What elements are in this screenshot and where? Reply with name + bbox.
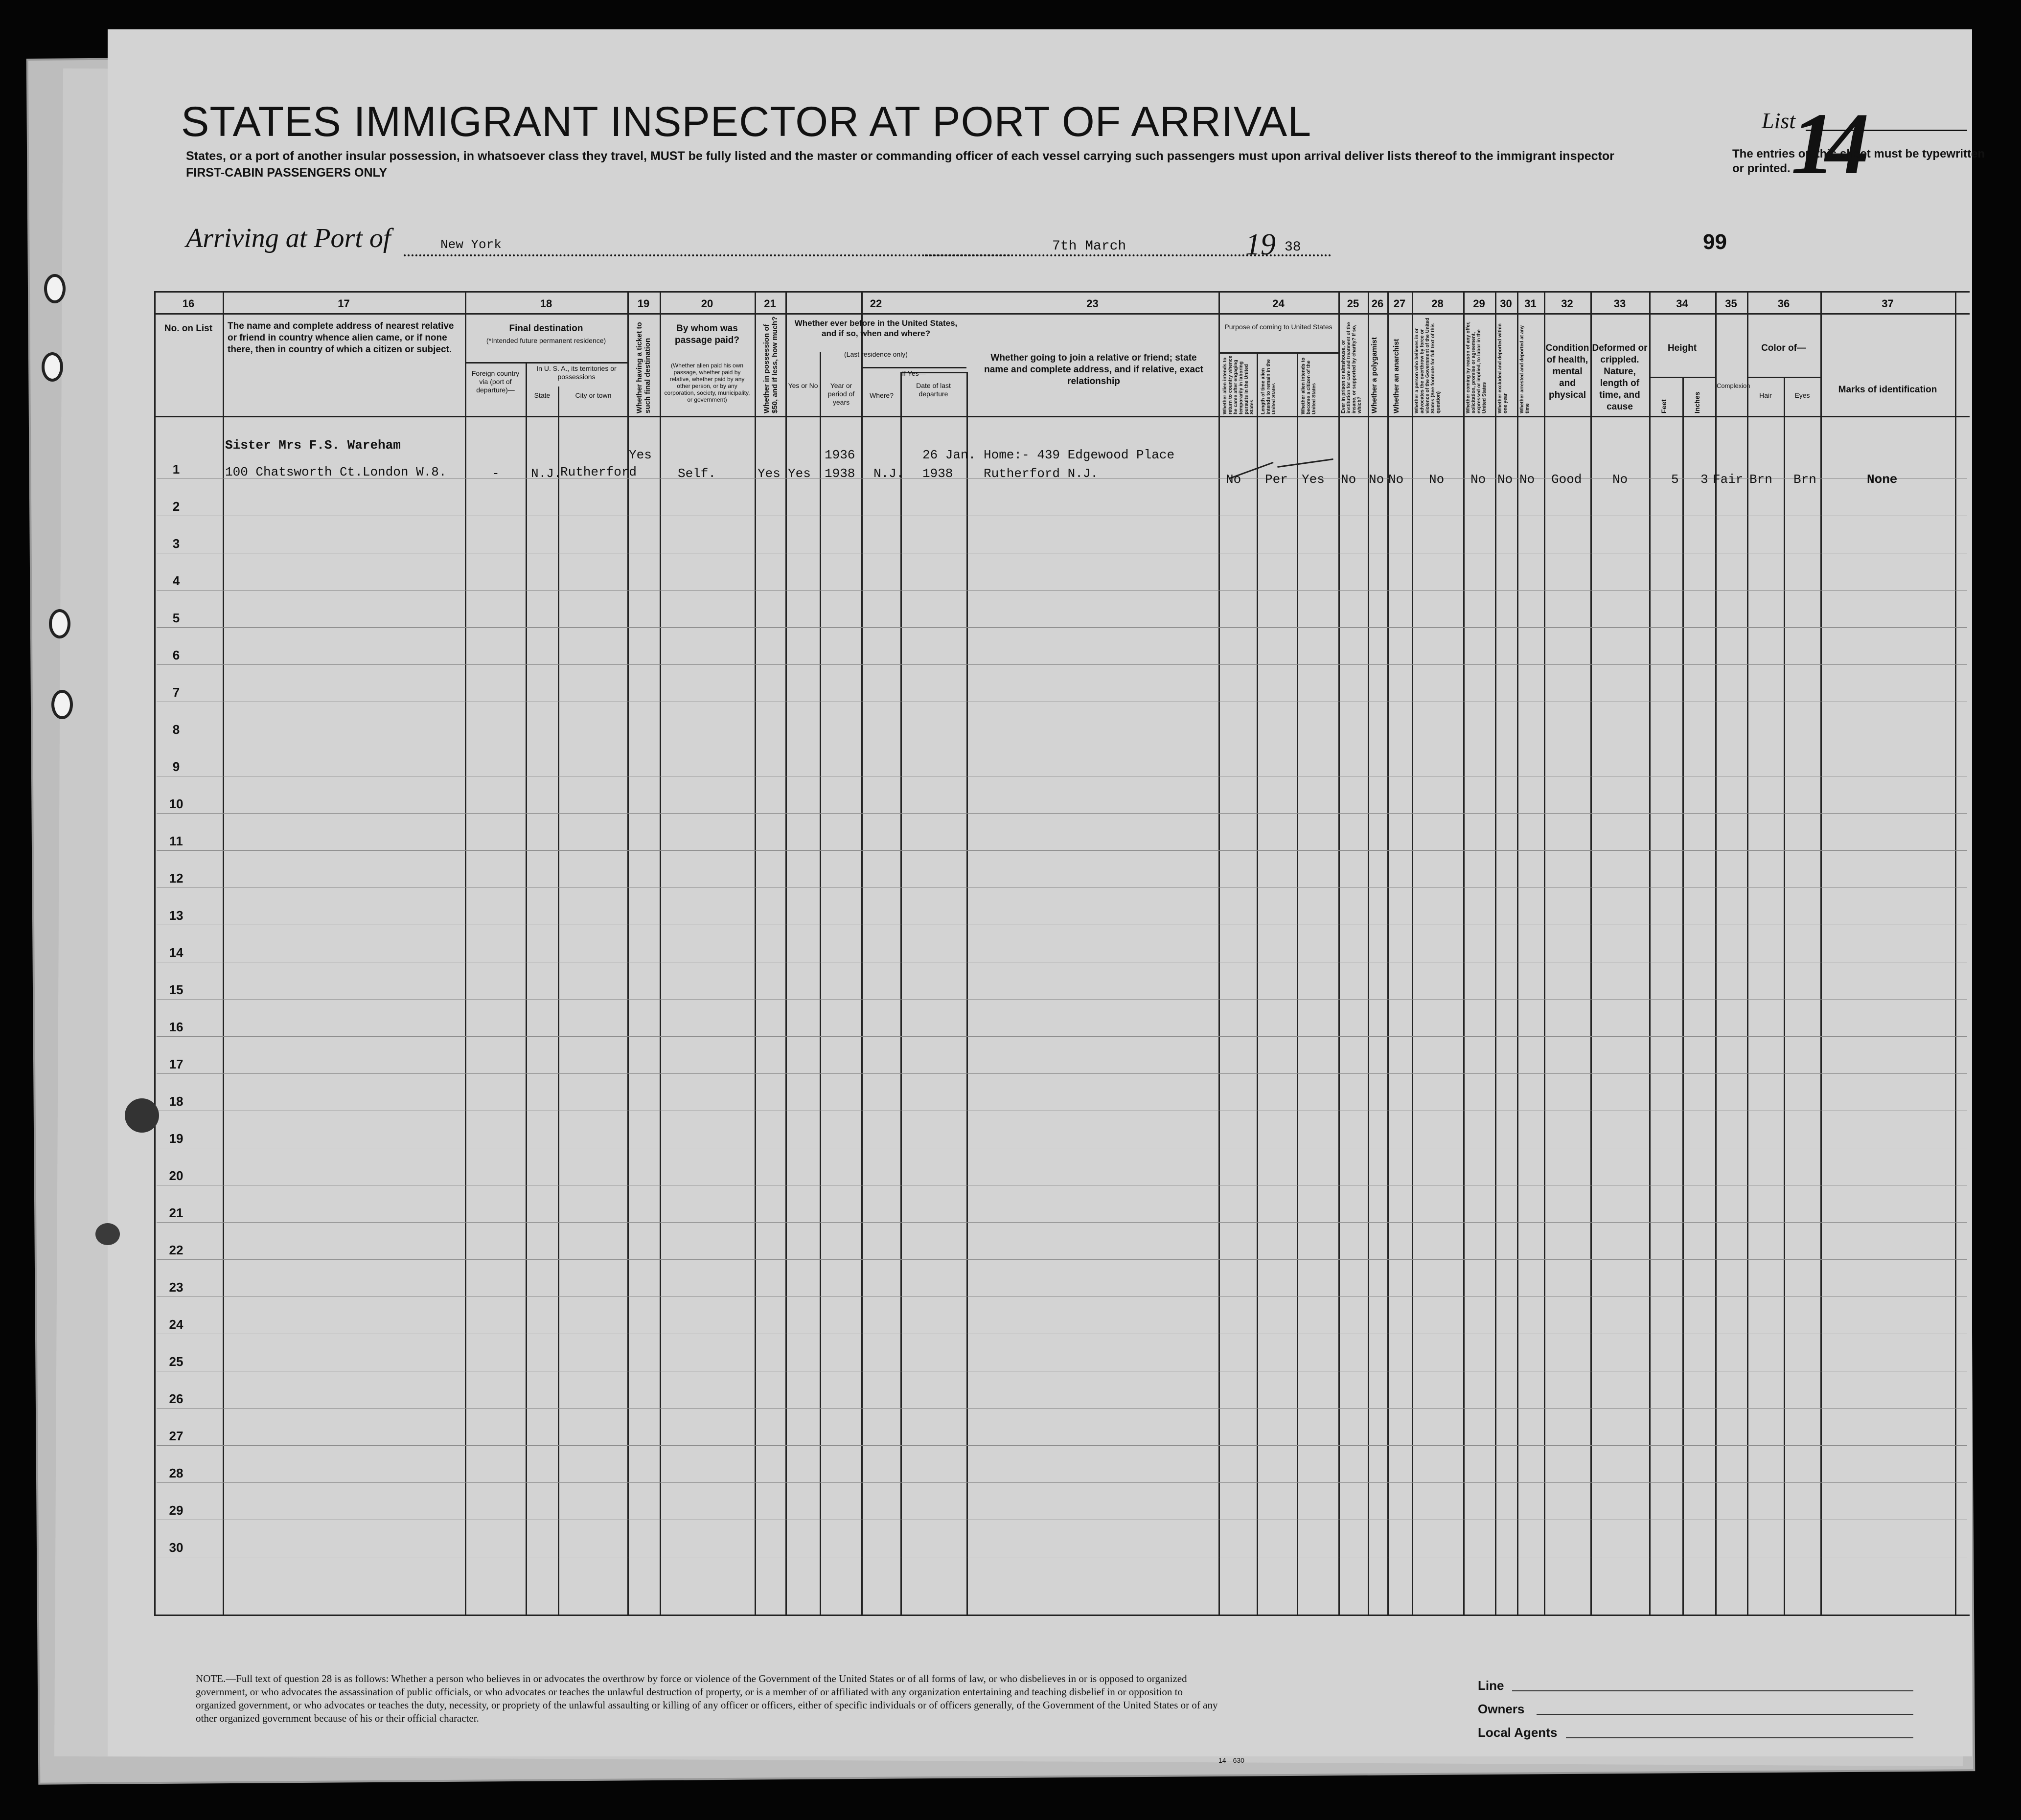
row-number: 15 [169, 982, 184, 997]
row-number: 25 [169, 1354, 184, 1369]
row-rule [157, 1073, 1967, 1074]
row-number: 22 [169, 1243, 184, 1257]
header-purpose-stay: Length of time alien intends to remain in the United States [1261, 359, 1277, 414]
header-overthrow: Whether a person who believes in or advocates the overthrow by force or violence of the Government of the United States (See footnote for full text of this question) [1414, 318, 1441, 413]
header-excluded: Whether excluded and deported within one year [1497, 323, 1508, 413]
passage-value: Self. [678, 466, 716, 481]
row-number: 17 [169, 1057, 184, 1071]
column-border [1517, 291, 1518, 1615]
row-number: 14 [169, 945, 184, 960]
row-rule [157, 850, 1967, 851]
header-passage: By whom was passage paid? [675, 323, 739, 345]
column-number: 31 [1524, 297, 1537, 310]
header-before-us: Whether ever before in the United States, and if so, when and where? [794, 318, 958, 338]
row-number: 7 [172, 685, 180, 700]
header-hair: Hair [1759, 391, 1772, 399]
column-number-border [154, 313, 1970, 315]
port-value: New York [440, 237, 502, 252]
column-border [1682, 377, 1684, 1615]
port-line [404, 254, 1010, 256]
row-number: 13 [169, 908, 184, 923]
date-value: 7th March [1052, 239, 1126, 254]
column-number: 23 [1086, 297, 1099, 310]
pen-stroke [1277, 458, 1333, 468]
column-number: 28 [1431, 297, 1444, 310]
overthrow-value: No [1429, 472, 1445, 487]
row-number: 16 [169, 1020, 184, 1034]
column-border [785, 291, 787, 1615]
column-border [558, 387, 559, 1615]
eyes-value: Brn [1793, 472, 1816, 487]
column-border [1955, 291, 1956, 1615]
offer-value: No [1470, 472, 1486, 487]
complexion-value: Fair [1713, 472, 1744, 487]
row-number: 28 [169, 1466, 184, 1480]
column-border [820, 352, 821, 1615]
deformed-value: No [1612, 472, 1628, 487]
table-top-border [154, 291, 1970, 293]
row-number: 19 [169, 1131, 184, 1146]
local-agents-field [1566, 1737, 1913, 1738]
header-offer-labor: Whether coming by reason of any offer, solicitation, promise or agreement, expressed or implied, to labor in the United States [1466, 321, 1487, 413]
row-number: 3 [172, 536, 180, 551]
prison-value: No [1341, 472, 1356, 487]
owners-label: Owners [1478, 1702, 1525, 1716]
header-years: Year or period of years [827, 382, 855, 406]
column-border [154, 291, 156, 1615]
row-number: 30 [169, 1540, 184, 1555]
column-number: 16 [182, 297, 195, 310]
row-number: 10 [169, 796, 184, 811]
header-city: City or town [575, 391, 612, 399]
column-border [1387, 291, 1389, 1615]
form-title: STATES IMMIGRANT INSPECTOR AT PORT OF ARRIVAL [181, 98, 1312, 145]
excluded-value: No [1497, 472, 1513, 487]
row-number: 18 [169, 1094, 184, 1109]
header-before-us-note: (Last residence only) [844, 350, 908, 358]
ink-stain [125, 1098, 159, 1133]
row-number: 27 [169, 1429, 184, 1443]
entries-note: The entries on this sheet must be typewritten or printed. [1732, 147, 1985, 175]
marks-value: None [1867, 472, 1898, 487]
row-number: 26 [169, 1391, 184, 1406]
header-complexion: Complexion [1717, 382, 1750, 389]
ticket-value: Yes [629, 448, 652, 462]
header-possession-50: Whether in possession of $50, and if less, how much? [762, 316, 779, 413]
row-rule [157, 1259, 1967, 1260]
row-number: 2 [172, 499, 180, 514]
subheader-line [1649, 377, 1715, 378]
column-number: 35 [1725, 297, 1737, 310]
column-number: 26 [1371, 297, 1384, 310]
year-suffix: 38 [1285, 240, 1301, 255]
row-number: 24 [169, 1317, 184, 1332]
relative-name: Sister Mrs F.S. Wareham [225, 438, 401, 453]
column-number: 22 [870, 297, 882, 310]
column-number: 29 [1473, 297, 1485, 310]
header-ticket: Whether having a ticket to such final destination [635, 322, 652, 413]
header-no-on-list: No. on List [164, 323, 213, 334]
local-agents-label: Local Agents [1478, 1725, 1558, 1740]
citizen-value: Yes [1302, 472, 1325, 487]
header-arrested: Whether arrested and deported at any time [1519, 325, 1530, 413]
punch-hole [42, 352, 63, 382]
column-border [660, 291, 661, 1615]
column-number: 20 [701, 297, 713, 310]
relative-address: 100 Chatsworth Ct.London W.8. [225, 465, 447, 479]
column-border [1495, 291, 1496, 1615]
header-yes-no: Yes or No [788, 382, 818, 389]
arrested-value: No [1519, 472, 1535, 487]
column-border [1463, 291, 1465, 1615]
row-number: 4 [172, 573, 180, 588]
table-bottom-border [154, 1615, 1970, 1616]
row-rule [157, 1036, 1967, 1037]
possession-value: Yes [758, 466, 781, 481]
column-number: 19 [637, 297, 650, 310]
column-border [1218, 291, 1220, 1615]
header-where: Where? [869, 391, 894, 399]
column-border [755, 291, 756, 1615]
feet-value: 5 [1671, 472, 1679, 487]
stay-value: Per [1265, 472, 1288, 487]
row-number: 12 [169, 871, 184, 886]
column-border [966, 372, 968, 1615]
join-value-2: Rutherford N.J. [984, 466, 1099, 481]
header-passage-note: (Whether alien paid his own passage, whether paid by relative, whether paid by any other person, or by any corporation, society, municipality, or government) [664, 362, 750, 403]
subtitle-line-2: FIRST-CABIN PASSENGERS ONLY [186, 166, 388, 180]
punch-hole [44, 274, 66, 303]
subtitle-line: States, or a port of another insular possession, in whatsoever class they travel, MUST be fully listed and the master or commanding officer of each vessel carrying such passengers must upon arrival deliver lists thereof to the immigrant inspector [186, 149, 1614, 163]
header-if-yes: If Yes— [902, 369, 926, 377]
column-number: 36 [1777, 297, 1790, 310]
header-marks: Marks of identification [1838, 385, 1937, 395]
column-border [1297, 352, 1298, 1615]
row-number: 11 [169, 834, 183, 848]
column-number: 24 [1272, 297, 1285, 310]
subheader-line [861, 367, 966, 368]
column-number: 32 [1561, 297, 1573, 310]
years-value-2: 1938 [825, 466, 855, 481]
hair-value: Brn [1749, 472, 1772, 487]
header-bottom-border [154, 416, 1970, 417]
header-deformed: Deformed or crippled. Nature, length of time, and cause [1592, 343, 1648, 412]
column-border [900, 372, 902, 1615]
header-color: Color of— [1761, 343, 1806, 353]
subheader-line [1747, 377, 1820, 378]
punch-hole [49, 609, 70, 638]
header-polygamist: Whether a polygamist [1370, 337, 1378, 413]
row-number: 6 [172, 648, 180, 662]
subheader-line [465, 362, 627, 364]
header-state: State [534, 391, 551, 399]
row-number: 20 [169, 1168, 184, 1183]
column-border [465, 291, 466, 1615]
column-border [1590, 291, 1592, 1615]
column-border [861, 291, 863, 1615]
row-rule [157, 999, 1967, 1000]
column-border [1649, 291, 1651, 1615]
row-number: 9 [172, 759, 180, 774]
header-final-destination: Final destination [509, 323, 583, 334]
header-final-destination-note: (*Intended future permanent residence) [486, 337, 606, 344]
header-purpose-citizen: Whether alien intends to become a citizen of the United States [1301, 357, 1317, 414]
ink-stain [95, 1223, 120, 1245]
row-rule [157, 1445, 1967, 1446]
column-border [223, 291, 224, 1615]
header-in-usa: In U. S. A., its territories or possessions [536, 364, 617, 381]
header-purpose-return: Whether alien intends to return to country whence he came after engaging temporarily in laboring pursuits in the United States [1222, 355, 1255, 414]
column-border [1257, 352, 1258, 1615]
header-feet: Feet [1660, 399, 1668, 413]
row-rule [157, 1222, 1967, 1223]
city-value: Rutherford [560, 465, 637, 479]
state-value: N.J. [531, 466, 562, 481]
header-anarchist: Whether an anarchist [1392, 339, 1401, 413]
column-number: 30 [1500, 297, 1512, 310]
join-value-1: Home:- 439 Edgewood Place [984, 448, 1175, 462]
row-rule [157, 664, 1967, 665]
years-value-1: 1936 [825, 448, 855, 462]
column-number: 33 [1613, 297, 1626, 310]
line-label: Line [1478, 1678, 1504, 1693]
header-join-relative: Whether going to join a relative or friend; state name and complete address, and if relative, exact relationship [984, 353, 1203, 387]
column-border [1368, 291, 1369, 1615]
header-prison: Ever in prison or almshouse, or institution for care and treatment of the insane, or supported by charity? If so, which? [1341, 322, 1362, 413]
anarchist-value: No [1388, 472, 1404, 487]
column-border [1715, 291, 1717, 1615]
header-relative: The name and complete address of nearest relative or friend in country whence alien came, or if none there, then in country of which a citizen or subject. [228, 321, 454, 355]
owners-field [1537, 1714, 1913, 1715]
row-number: 5 [172, 611, 180, 625]
list-number-handwritten: 14 [1791, 95, 1860, 192]
header-eyes: Eyes [1794, 391, 1810, 399]
row-rule [157, 887, 1967, 888]
header-foreign-country: Foreign country via (port of departure)— [471, 369, 520, 394]
foreign-country-value: - [492, 466, 500, 481]
before-us-value: Yes [788, 466, 811, 481]
year-prefix: 19 [1245, 228, 1276, 261]
departure-value-1: 26 Jan. [922, 448, 976, 462]
column-number: 27 [1393, 297, 1406, 310]
header-height: Height [1667, 343, 1697, 353]
row-rule [157, 590, 1967, 591]
row-number: 23 [169, 1280, 184, 1295]
column-number: 21 [764, 297, 776, 310]
column-border [526, 362, 527, 1615]
row-number: 1 [172, 462, 180, 477]
departure-value-2: 1938 [922, 466, 953, 481]
column-number: 37 [1882, 297, 1894, 310]
return-value: No [1226, 472, 1241, 487]
column-number: 34 [1676, 297, 1688, 310]
column-border [1747, 291, 1748, 1615]
list-label: List [1762, 108, 1796, 133]
form-subtitle [186, 148, 1776, 181]
punch-hole [51, 690, 73, 719]
sheet-number: 99 [1703, 230, 1727, 254]
row-rule [157, 627, 1967, 628]
column-border [1412, 291, 1413, 1615]
column-border [1544, 291, 1545, 1615]
header-purpose: Purpose of coming to United States [1224, 323, 1332, 331]
footnote: NOTE.—Full text of question 28 is as follows: Whether a person who believes in or advocates the overthrow by force or violence of the Government of the United States or of all forms of law, or who disbelieves in or is opposed to organized government, or who advocates the assassination of public officials, or who advocates or teaches the unlawful destruction of property, or is a member of or affiliated with any organization entertaining and teaching disbelief in or opposition to organized government, or who advocates or teaches the duty, necessity, or propriety of the unlawful assaulting or killing of any officer or officers, either of specific individuals or of officers generally, of the Government of the United States or of any other organized government because of his or their official character. [196, 1673, 1218, 1724]
column-border [1338, 291, 1340, 1615]
manifest-sheet [108, 29, 1985, 1764]
row-number: 21 [169, 1206, 184, 1220]
inches-value: 3 [1700, 472, 1708, 487]
column-number: 17 [338, 297, 350, 310]
arriving-label: Arriving at Port of [186, 223, 391, 253]
header-last-departure: Date of last departure [916, 382, 951, 398]
form-number: 14—630 [1218, 1756, 1244, 1764]
row-number: 29 [169, 1503, 184, 1518]
column-border [1784, 377, 1785, 1615]
row-rule [157, 1482, 1967, 1483]
row-number: 8 [172, 722, 180, 737]
column-number: 18 [540, 297, 552, 310]
column-border [627, 291, 629, 1615]
health-value: Good [1551, 472, 1582, 487]
row-rule [157, 813, 1967, 814]
polygamist-value: No [1369, 472, 1384, 487]
row-rule [157, 1408, 1967, 1409]
column-border [1820, 291, 1822, 1615]
line-field [1512, 1690, 1913, 1691]
where-value: N.J. [873, 466, 904, 481]
header-inches: Inches [1693, 391, 1701, 413]
header-health: Condition of health, mental and physical [1545, 343, 1589, 400]
column-number: 25 [1347, 297, 1359, 310]
